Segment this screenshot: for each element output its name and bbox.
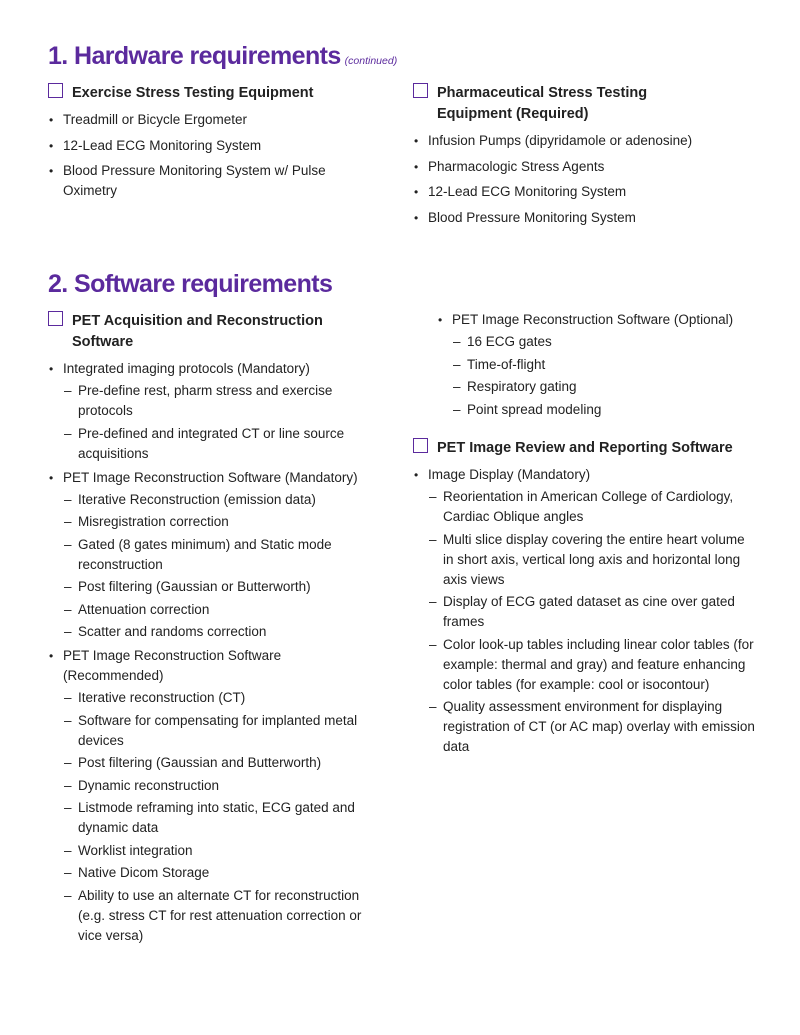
checkbox-review[interactable] <box>413 438 428 453</box>
sub-list-item: – Iterative reconstruction (CT) <box>63 688 383 708</box>
sub-list-item: – Pre-define rest, pharm stress and exercise protocols <box>63 381 383 421</box>
sub-list-item: – Iterative Reconstruction (emission data) <box>63 490 383 510</box>
checkbox-pharma[interactable] <box>413 83 428 98</box>
sub-list-item: – 16 ECG gates <box>452 332 737 352</box>
sub-list <box>452 332 737 420</box>
list-item <box>413 465 755 757</box>
software-section-title: 2. Software requirements <box>48 270 333 298</box>
pharma-list <box>413 131 723 228</box>
sub-list-item: – Color look-up tables including linear color tables (for example: thermal and gray) and feature enhancing color tables (for example: cool or isocontour) <box>428 635 755 695</box>
group-label: Image Display (Mandatory) <box>428 467 591 482</box>
sub-list-item: – Display of ECG gated dataset as cine over gated frames <box>428 592 755 632</box>
sub-list-item: – Respiratory gating <box>452 377 737 397</box>
sub-list <box>63 688 383 946</box>
exercise-equipment-title: Exercise Stress Testing Equipment <box>72 85 314 101</box>
acquisition-software-title: PET Acquisition and Reconstruction Software <box>72 313 323 350</box>
sub-list-item: – Time-of-flight <box>452 355 737 375</box>
sub-list-item: – Pre-defined and integrated CT or line source acquisitions <box>63 424 383 464</box>
sub-list-item: – Gated (8 gates minimum) and Static mode reconstruction <box>63 535 383 575</box>
pharma-equipment-block <box>413 83 723 228</box>
sub-list-item: – Post filtering (Gaussian or Butterworth) <box>63 577 383 597</box>
sub-list-item: – Native Dicom Storage <box>63 863 383 883</box>
group-label: PET Image Reconstruction Software (Recommended) <box>63 648 282 683</box>
list-item: • Pharmacologic Stress Agents <box>413 157 723 177</box>
list-item: • Treadmill or Bicycle Ergometer <box>48 110 348 130</box>
list-item <box>48 359 383 464</box>
exercise-equipment-block <box>48 83 348 201</box>
list-item: • 12-Lead ECG Monitoring System <box>48 136 348 156</box>
sub-list <box>63 490 383 643</box>
checkbox-exercise[interactable] <box>48 83 63 98</box>
sub-list <box>428 487 755 757</box>
sub-list-item: – Quality assessment environment for displaying registration of CT (or AC map) overlay with emission data <box>428 697 755 757</box>
pharma-equipment-title: Pharmaceutical Stress Testing Equipment (Required) <box>437 85 648 122</box>
list-item: • 12-Lead ECG Monitoring System <box>413 182 723 202</box>
exercise-equipment-heading <box>48 83 348 104</box>
group-label: PET Image Reconstruction Software (Mandatory) <box>63 469 358 485</box>
acquisition-list <box>48 359 383 946</box>
sub-list-item: – Reorientation in American College of Cardiology, Cardiac Oblique angles <box>428 487 755 527</box>
pharma-equipment-heading <box>413 83 723 125</box>
sub-list-item: – Worklist integration <box>63 841 383 861</box>
list-item <box>48 646 383 946</box>
list-item: • Blood Pressure Monitoring System <box>413 208 723 228</box>
acquisition-software-heading <box>48 311 383 353</box>
sub-list-item: – Misregistration correction <box>63 512 383 532</box>
sub-list-item: – Dynamic reconstruction <box>63 776 383 796</box>
group-label: PET Image Reconstruction Software (Optional) <box>452 312 734 327</box>
sub-list-item: – Attenuation correction <box>63 600 383 620</box>
list-item <box>48 468 383 643</box>
hardware-section-title <box>48 40 397 77</box>
sub-list-item: – Post filtering (Gaussian and Butterworth) <box>63 753 383 773</box>
sub-list-item: – Point spread modeling <box>452 400 737 420</box>
acquisition-software-block <box>48 311 383 948</box>
sub-list-item: – Software for compensating for implanted metal devices <box>63 711 383 751</box>
review-list <box>413 465 755 757</box>
review-software-title: PET Image Review and Reporting Software <box>437 440 733 456</box>
sub-list-item: – Ability to use an alternate CT for reconstruction (e.g. stress CT for rest attenuation correction or vice versa) <box>63 886 383 946</box>
optional-reconstruction-block <box>437 310 737 422</box>
hardware-title-text: 1. Hardware requirements <box>48 42 341 70</box>
sub-list-item: – Listmode reframing into static, ECG gated and dynamic data <box>63 798 383 838</box>
list-item <box>437 310 737 420</box>
review-software-block <box>413 438 755 760</box>
checkbox-acquisition[interactable] <box>48 311 63 326</box>
sub-list-item: – Scatter and randoms correction <box>63 622 383 642</box>
sub-list <box>63 381 383 464</box>
continued-label: (continued) <box>344 55 398 67</box>
list-item: • Infusion Pumps (dipyridamole or adenosine) <box>413 131 723 151</box>
sub-list-item: – Multi slice display covering the entire heart volume in short axis, vertical long axis and horizontal long axis views <box>428 530 755 590</box>
review-software-heading <box>413 438 755 459</box>
exercise-list <box>48 110 348 201</box>
list-item: • Blood Pressure Monitoring System w/ Pulse Oximetry <box>48 161 348 201</box>
optional-list <box>437 310 737 420</box>
group-label: Integrated imaging protocols (Mandatory) <box>63 361 310 376</box>
